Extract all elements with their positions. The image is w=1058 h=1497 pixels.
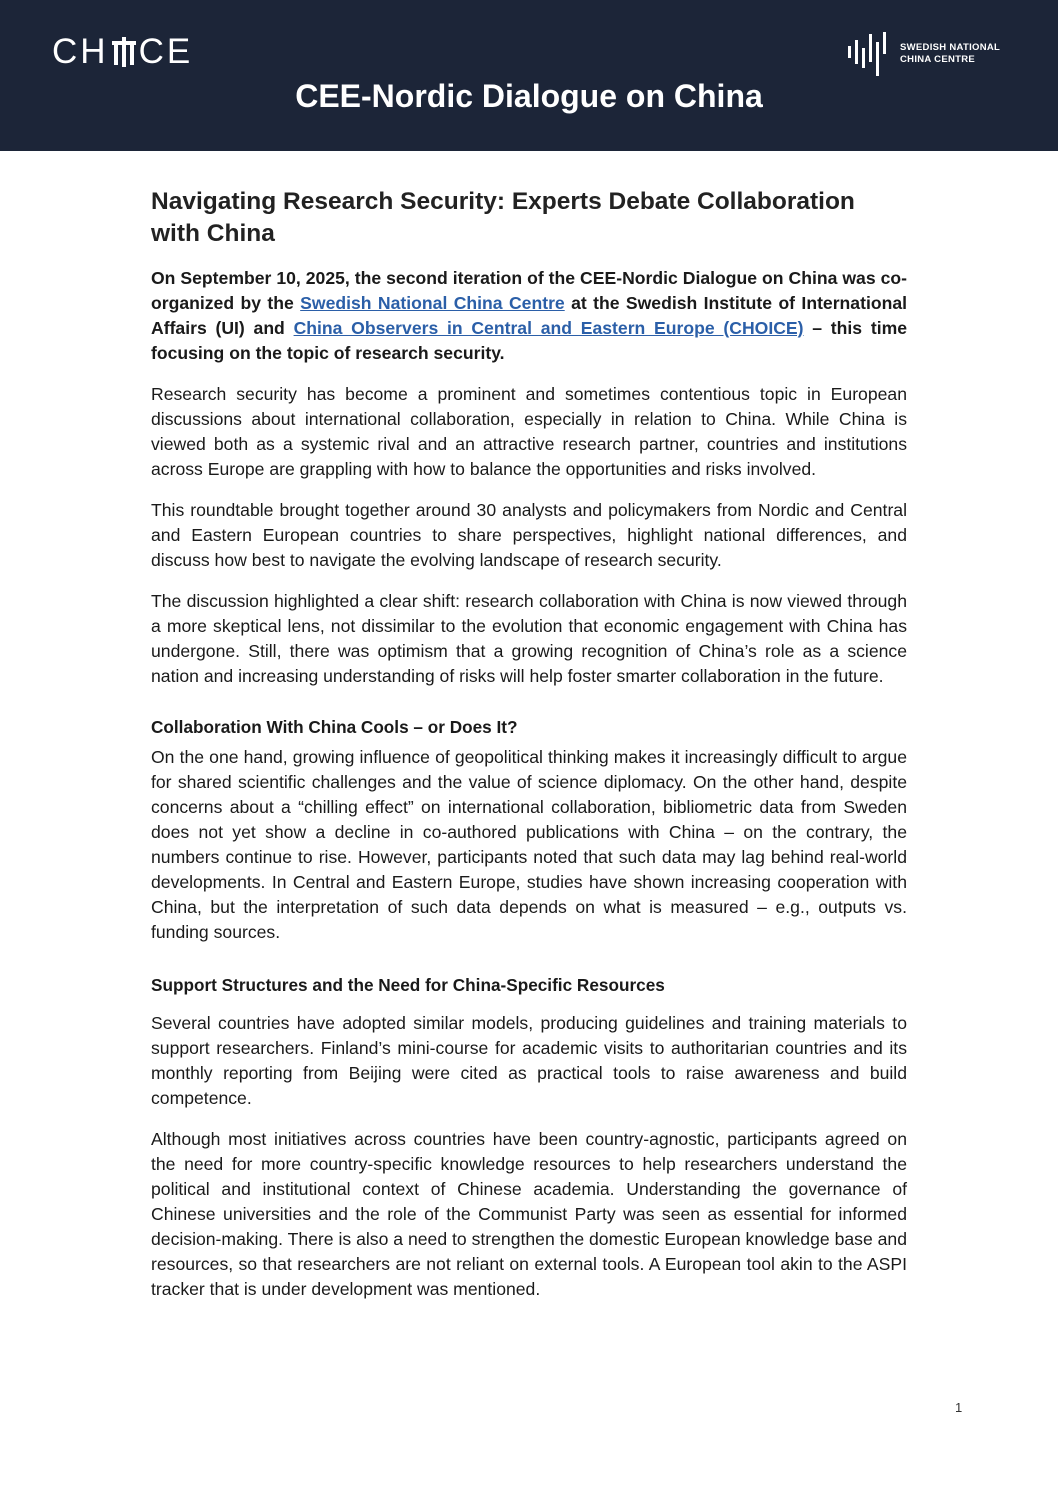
lead-text-1: On September 10, 2025, the second iteration of the CEE-Nordic Dialogue on China was co-organized by the [151,268,907,313]
lead-text-2: at the Swedish Institute of International Affairs (UI) and [151,293,907,338]
intro-paragraph: Research security has become a prominent and sometimes contentious topic in European discussions about international collaboration, especially in relation to China. While China is viewed both as a systemic rival and an attractive research partner, countries and institutions across Europe are grappling with how to balance the opportunities and risks involved. [151,384,907,479]
swedish-national-china-centre-logo [846,32,1000,76]
section-heading-support-structures: Support Structures and the Need for China-Specific Resources [151,975,665,995]
choice-logo [52,34,193,70]
intro-paragraph: This roundtable brought together around 30 analysts and policymakers from Nordic and Central and Eastern European countries to share perspectives, highlight national differences, and discuss how best to navigate the evolving landscape of research security. [151,500,907,570]
section2-paragraph: Several countries have adopted similar models, producing guidelines and training materials to support researchers. Finland’s mini-course for academic visits to authoritarian countries and its monthly reporting from Beijing were cited as practical tools to raise awareness and build competence. [151,1013,907,1108]
choice-logo-mark-icon [110,37,138,67]
intro-paragraph: The discussion highlighted a clear shift: research collaboration with China is now viewed through a more skeptical lens, not dissimilar to the evolution that economic engagement with China has undergone. Still, there was optimism that a growing recognition of China’s role as a science nation and increasing understanding of risks will help foster smarter collaboration in the future. [151,591,907,686]
article-body [151,186,907,1318]
choice-link[interactable]: China Observers in Central and Eastern Europe (CHOICE) [293,318,804,338]
snc-bars-icon [846,32,892,76]
lead-text-3: – this time focusing on the topic of research security. [151,318,908,363]
lead-paragraph [151,266,907,366]
swedish-national-china-centre-link[interactable]: Swedish National China Centre [300,293,565,313]
section1-paragraph: On the one hand, growing influence of geopolitical thinking makes it increasingly difficult to argue for shared scientific challenges and the value of science diplomacy. On the other hand, despite concerns about a “chilling effect” on international collaboration, bibliometric data from Sweden does not yet show a decline in co-authored publications with China – on the contrary, the numbers continue to rise. However, participants noted that such data may lag behind real-world developments. In Central and Eastern Europe, studies have shown increasing cooperation with China, but the interpretation of such data depends on what is measured – e.g., outputs vs. funding sources. [151,747,907,942]
section2-paragraph: Although most initiatives across countries have been country-agnostic, participants agreed on the need for more country-specific knowledge resources to help researchers understand the political and institutional context of Chinese academia. Understanding the governance of Chinese universities and the role of the Communist Party was seen as essential for informed decision-making. There is also a need to strengthen the domestic European knowledge base and resources, so that researchers are not reliant on external tools. A European tool akin to the ASPI tracker that is under development was mentioned. [151,1129,907,1299]
logo-text-right: CE [138,32,194,71]
section-heading-collaboration: Collaboration With China Cools – or Does It? [151,717,518,737]
page-number: 1 [955,1400,963,1415]
article-title: Navigating Research Security: Experts Debate Collaboration with China [151,188,855,247]
logo-text-left: CH [52,32,109,71]
page-header [0,0,1058,151]
header-title: CEE-Nordic Dialogue on China [295,78,763,114]
snc-logo-line1: SWEDISH NATIONAL [900,42,1001,53]
snc-logo-line2: CHINA CENTRE [900,54,976,65]
